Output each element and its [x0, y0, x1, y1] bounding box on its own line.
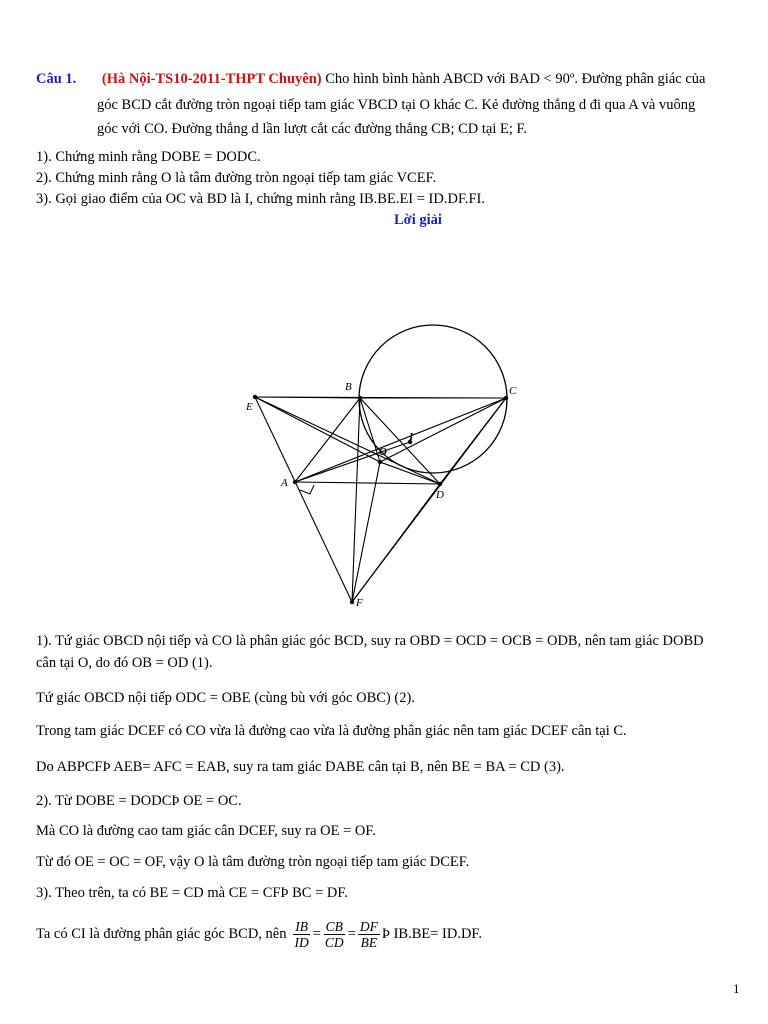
solution-title: Lời giải: [394, 212, 442, 228]
question-2: 2). Chứng minh rằng O là tâm đường tròn ngoại tiếp tam giác VCEF.: [36, 170, 437, 186]
label-B: B: [345, 381, 352, 393]
problem-source: (Hà Nội-TS10-2011-THPT Chuyên): [101, 71, 322, 87]
right-angle-mark: [300, 485, 314, 494]
problem-label: Câu 1.: [36, 71, 77, 87]
label-O: O: [379, 446, 387, 458]
fraction-df-be-num: DF: [359, 918, 378, 934]
solution-p5: 2). Từ DOBE = DODCÞ OE = OC.: [36, 793, 242, 809]
fraction-ib-id-num: IB: [295, 918, 308, 934]
problem-text-line1: Cho hình bình hành ABCD với BAD < 90º. Đường phân giác của: [325, 71, 706, 87]
label-D: D: [436, 489, 444, 501]
label-F: F: [356, 597, 363, 609]
fraction-cb-cd-num: CB: [325, 918, 343, 934]
question-1: 1). Chứng minh rằng DOBE = DODC.: [36, 149, 261, 165]
solution-p1a: 1). Tứ giác OBCD nội tiếp và CO là phân giác góc BCD, suy ra OBD = OCD = OCB = ODB, nên tam giác DOBD: [36, 633, 704, 649]
question-3: 3). Gọi giao điểm của OC và BD là I, chứng minh rằng IB.BE.EI = ID.DF.FI.: [36, 191, 485, 207]
solution-p9-pre: Ta có CI là đường phân giác góc BCD, nên: [36, 926, 287, 942]
solution-p8: 3). Theo trên, ta có BE = CD mà CE = CFÞ BC = DF.: [36, 885, 348, 901]
fraction-cb-cd: [323, 919, 346, 950]
solution-p9: Ta có CI là đường phân giác góc BCD, nên $\frac{IB}{ID}$ = $\frac{CB}{CD}$ = $\frac{DF}{BE}$ Þ IB.BE= ID.DF.: [36, 916, 482, 952]
label-A: A: [281, 477, 288, 489]
solution-p4: Do ABPCFÞ AEB= AFC = EAB, suy ra tam giác DABE cân tại B, nên BE = BA = CD (3).: [36, 759, 565, 775]
fraction-df-be: [358, 919, 380, 950]
page-number: 1: [733, 981, 740, 996]
problem-text-line3: góc với CO. Đường thẳng d lần lượt cắt các đường thẳng CB; CD tại E; F.: [97, 121, 528, 137]
label-I: I: [409, 431, 414, 443]
fraction-ib-id-den: ID: [294, 934, 309, 950]
figure-points: [253, 395, 508, 604]
solution-p6: Mà CO là đường cao tam giác cân DCEF, suy ra OE = OF.: [36, 823, 376, 839]
fraction-ib-id: [292, 919, 310, 950]
label-C: C: [509, 385, 517, 397]
solution-p9-post: Þ IB.BE= ID.DF.: [381, 926, 482, 942]
solution-p1b: cân tại O, do đó OB = OD (1).: [36, 655, 213, 671]
solution-p3: Trong tam giác DCEF có CO vừa là đường cao vừa là đường phân giác nên tam giác DCEF cân tại C.: [36, 723, 627, 739]
fraction-df-be-den: BE: [360, 934, 378, 950]
fraction-cb-cd-den: CD: [324, 934, 344, 950]
solution-p2: Tứ giác OBCD nội tiếp ODC = OBE (cùng bù với góc OBC) (2).: [36, 690, 415, 706]
label-E: E: [246, 401, 253, 413]
problem-text-line2: góc BCD cắt đường tròn ngoại tiếp tam giác VBCD tại O khác C. Kẻ đường thẳng d đi qua A và vuông: [97, 97, 696, 113]
figure-lines: [255, 397, 506, 602]
solution-p7: Từ đó OE = OC = OF, vậy O là tâm đường tròn ngoại tiếp tam giác DCEF.: [36, 854, 470, 870]
